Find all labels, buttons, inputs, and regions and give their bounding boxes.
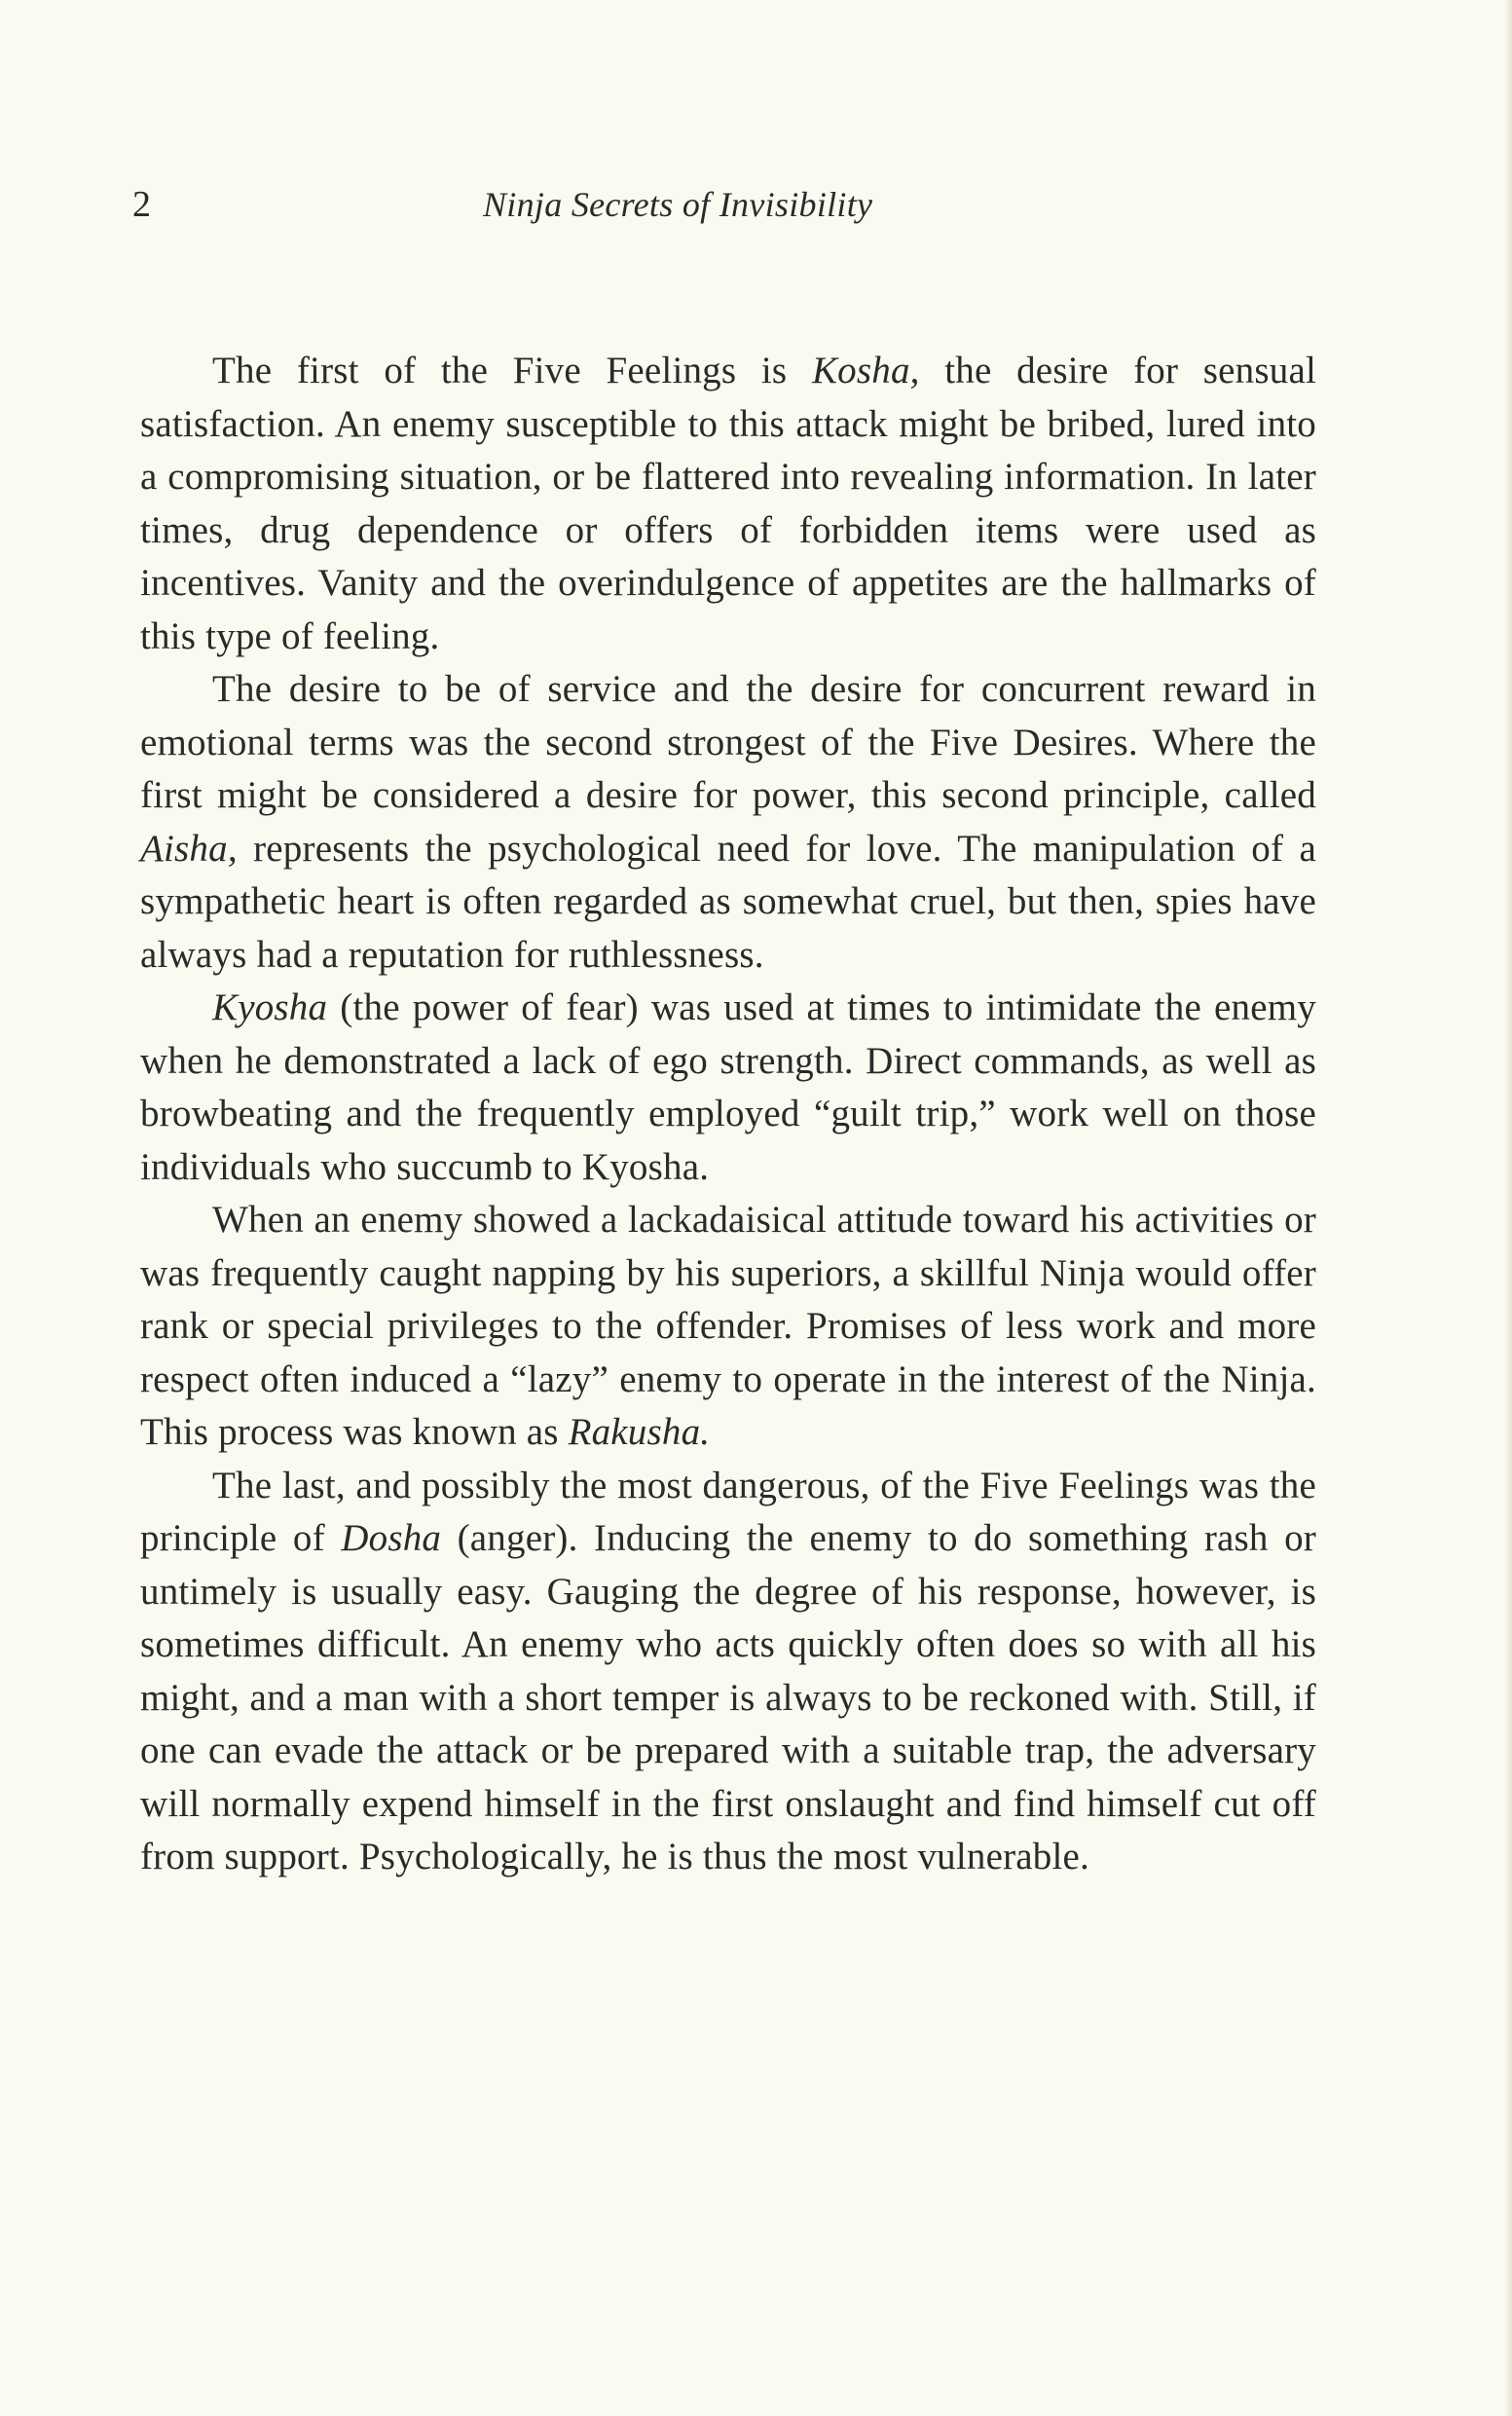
page-number: 2 xyxy=(132,184,151,225)
running-title: Ninja Secrets of Invisibility xyxy=(483,185,873,224)
paragraph-rakusha xyxy=(140,1194,1316,1460)
paragraph-text: represents the psychological need for love. The manipulation of a sympathetic heart is often regarded as somewhat cruel, but then, spies have always had a reputation for ruthlessness. xyxy=(140,827,1316,976)
term-kyosha: Kyosha xyxy=(212,986,328,1028)
term-rakusha: Rakusha. xyxy=(568,1411,711,1453)
paragraph-dosha xyxy=(140,1460,1316,1884)
paragraph-text: The last, and possibly the most dangerous, of the Five Feelings was the principle of xyxy=(140,1464,1316,1559)
term-kosha: Kosha, xyxy=(811,350,920,391)
paragraph-text: (anger). Inducing the enemy to do something rash or untimely is usually easy. Gauging the degree of his response, however, is sometimes difficult. An enemy who acts quickly often does so with all his might, and a man with a short temper is always to be reckoned with. Still, if one can evade the attack or be prepared with a suitable trap, the adversary will normally expend himself in the first onslaught and find himself cut off from support. Psychologically, he is thus the most vulnerable. xyxy=(140,1517,1316,1877)
paragraph-text: When an enemy showed a lackadaisical attitude toward his activities or was frequently caught napping by his superiors, a skillful Ninja would offer rank or special privileges to the offender. Promises of less work and more respect often induced a “lazy” enemy to operate in the interest of the Ninja. This process was known as xyxy=(140,1199,1316,1453)
running-head xyxy=(132,175,1318,234)
page-edge xyxy=(1504,0,1512,2416)
paragraph-aisha xyxy=(140,663,1316,982)
term-aisha: Aisha, xyxy=(140,827,238,870)
paragraph-text: The desire to be of service and the desire for concurrent reward in emotional terms was the second strongest of the Five Desires. Where the first might be considered a desire for power, this second principle, called xyxy=(140,668,1316,816)
paragraph-kosha xyxy=(140,345,1316,663)
body-text xyxy=(140,345,1316,1884)
term-dosha: Dosha xyxy=(341,1517,442,1559)
paragraph-text: the desire for sensual satisfaction. An enemy susceptible to this attack might be bribed, lured into a compromising situation, or be flattered into revealing information. In later times, drug dependence or offers of forbidden items were used as incentives. Vanity and the overindulgence of appetites are the hallmarks of this type of feeling. xyxy=(140,350,1316,657)
paragraph-text: The first of the Five Feelings is xyxy=(212,350,812,391)
paragraph-kyosha xyxy=(140,982,1316,1194)
paragraph-text: (the power of fear) was used at times to intimidate the enemy when he demonstrated a lack of ego strength. Direct commands, as well as browbeating and the frequently employed “guilt trip,” work well on those individuals who succumb to Kyosha. xyxy=(140,986,1316,1188)
